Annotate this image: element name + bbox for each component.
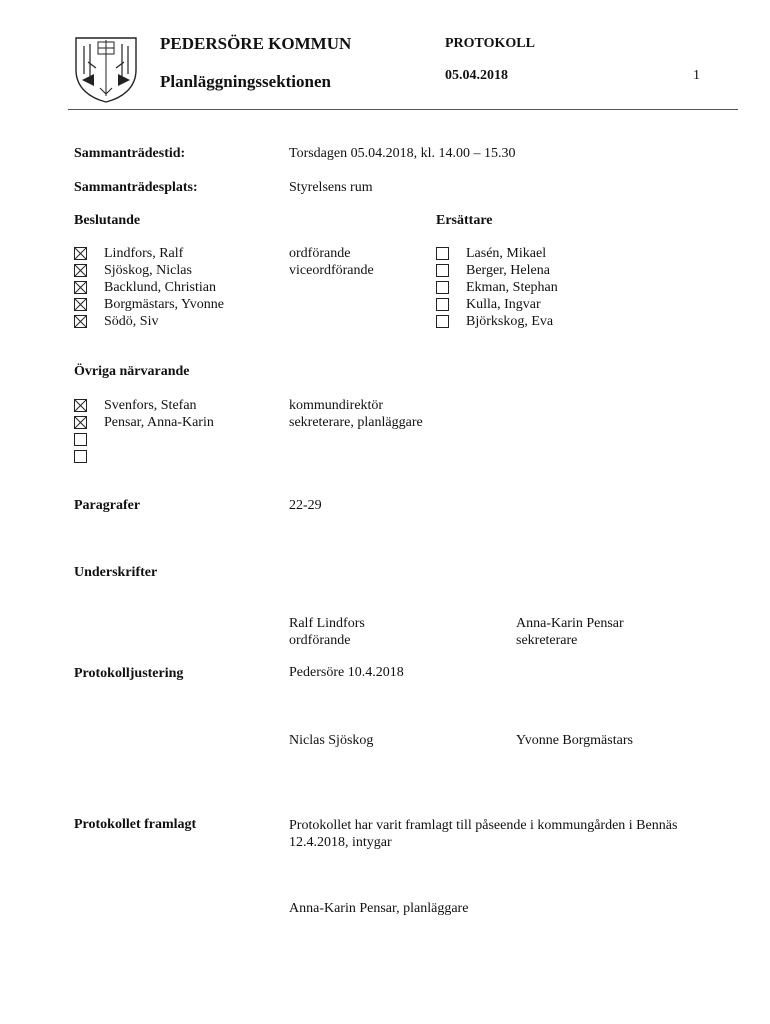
page-number: 1 (693, 68, 700, 83)
member-role (289, 431, 423, 448)
checked-box-icon[interactable] (74, 315, 87, 328)
meeting-place-label: Sammanträdesplats: (74, 180, 198, 195)
signer-2-name: Anna-Karin Pensar (516, 616, 624, 631)
adjustment-place-date: Pedersöre 10.4.2018 (289, 665, 404, 680)
others-label: Övriga närvarande (74, 364, 190, 379)
substitutes-list (436, 245, 558, 330)
display-certifier: Anna-Karin Pensar, planläggare (289, 901, 469, 916)
list-item (74, 431, 214, 448)
signer-2 (516, 615, 624, 649)
list-item (74, 448, 214, 465)
member-role (289, 296, 374, 313)
member-name: Backlund, Christian (104, 280, 216, 295)
list-item (74, 313, 224, 330)
decision-makers-list (74, 245, 224, 330)
member-name: Sjöskog, Niclas (104, 263, 192, 278)
member-name: Svenfors, Stefan (104, 398, 197, 413)
municipality-name: PEDERSÖRE KOMMUN (160, 34, 352, 53)
member-role: sekreterare, planläggare (289, 415, 423, 430)
empty-checkbox-icon[interactable] (436, 315, 449, 328)
empty-checkbox-icon[interactable] (436, 298, 449, 311)
list-item (436, 262, 558, 279)
member-role (289, 313, 374, 330)
list-item (436, 313, 558, 330)
list-item (436, 296, 558, 313)
display-text-line-1: Protokollet har varit framlagt till påseende i kommungården i Bennäs (289, 818, 678, 833)
signer-1 (289, 615, 365, 649)
display-text-line-2: 12.4.2018, intygar (289, 835, 392, 850)
adjuster-2: Yvonne Borgmästars (516, 733, 633, 748)
member-name: Lindfors, Ralf (104, 246, 184, 261)
doc-date: 05.04.2018 (445, 68, 508, 83)
meeting-time-label: Sammanträdestid: (74, 146, 186, 161)
checked-box-icon[interactable] (74, 247, 87, 260)
municipality-crest-icon (72, 34, 140, 104)
empty-checkbox-icon[interactable] (74, 450, 87, 463)
adjuster-1: Niclas Sjöskog (289, 733, 374, 748)
checked-box-icon[interactable] (74, 416, 87, 429)
empty-checkbox-icon[interactable] (436, 281, 449, 294)
section-name: Planläggningssektionen (160, 72, 331, 91)
member-name: Kulla, Ingvar (466, 297, 541, 312)
decision-makers-roles (289, 245, 374, 330)
checked-box-icon[interactable] (74, 281, 87, 294)
checked-box-icon[interactable] (74, 298, 87, 311)
member-role (289, 279, 374, 296)
member-role (289, 448, 423, 465)
display-label: Protokollet framlagt (74, 817, 197, 832)
paragraphs-label: Paragrafer (74, 498, 141, 513)
member-name: Björkskog, Eva (466, 314, 554, 329)
member-name: Borgmästars, Yvonne (104, 297, 224, 312)
member-name: Ekman, Stephan (466, 280, 558, 295)
others-list (74, 397, 214, 465)
doc-type: PROTOKOLL (445, 36, 535, 51)
signer-2-role: sekreterare (516, 633, 578, 648)
substitutes-label: Ersättare (436, 213, 493, 228)
signer-1-role: ordförande (289, 633, 351, 648)
paragraphs-value: 22-29 (289, 498, 322, 513)
meeting-place-value: Styrelsens rum (289, 180, 373, 195)
member-role: viceordförande (289, 263, 374, 278)
list-item (74, 414, 214, 431)
checked-box-icon[interactable] (74, 399, 87, 412)
decision-makers-label: Beslutande (74, 213, 141, 228)
signer-1-name: Ralf Lindfors (289, 616, 365, 631)
display-text (289, 817, 677, 851)
member-name: Berger, Helena (466, 263, 550, 278)
empty-checkbox-icon[interactable] (436, 247, 449, 260)
empty-checkbox-icon[interactable] (436, 264, 449, 277)
empty-checkbox-icon[interactable] (74, 433, 87, 446)
list-item (74, 245, 224, 262)
list-item (74, 262, 224, 279)
list-item (74, 296, 224, 313)
signatures-label: Underskrifter (74, 565, 158, 580)
header-divider (68, 109, 738, 110)
list-item (436, 279, 558, 296)
member-role: kommundirektör (289, 398, 384, 413)
member-name: Pensar, Anna-Karin (104, 415, 214, 430)
member-role: ordförande (289, 246, 351, 261)
adjustment-label: Protokolljustering (74, 666, 184, 681)
meeting-time-value: Torsdagen 05.04.2018, kl. 14.00 – 15.30 (289, 146, 516, 161)
list-item (436, 245, 558, 262)
member-name: Lasén, Mikael (466, 246, 547, 261)
others-roles (289, 397, 423, 465)
list-item (74, 397, 214, 414)
checked-box-icon[interactable] (74, 264, 87, 277)
member-name: Södö, Siv (104, 314, 159, 329)
list-item (74, 279, 224, 296)
